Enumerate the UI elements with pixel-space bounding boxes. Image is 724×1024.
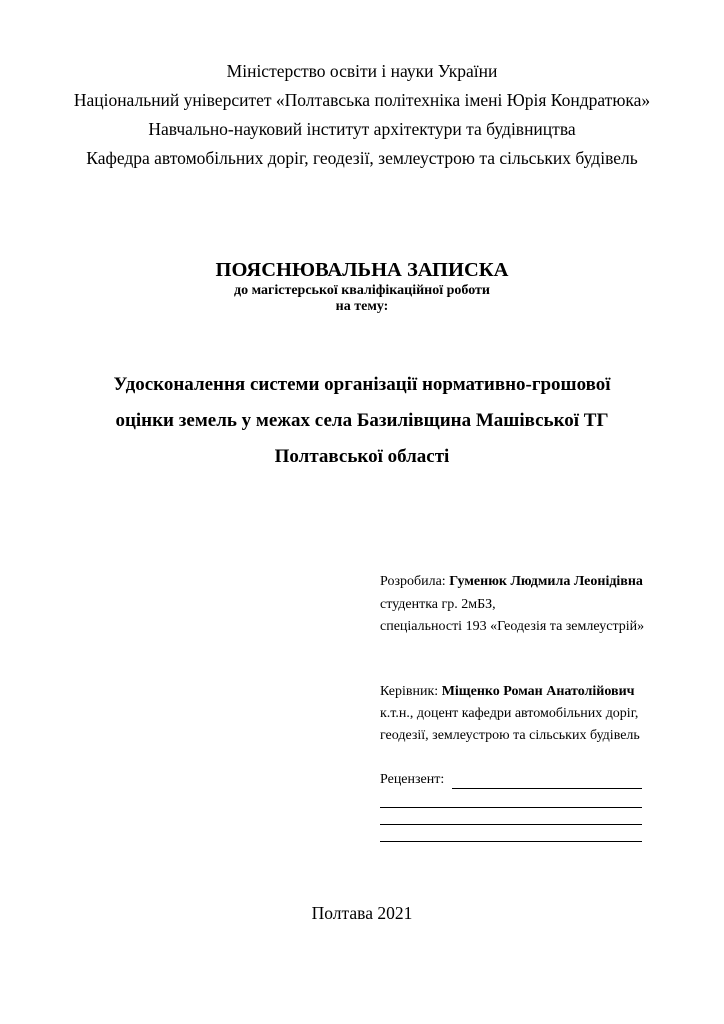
institute-line: Навчально-науковий інститут архітектури та будівництва	[148, 119, 576, 139]
document-title: ПОЯСНЮВАЛЬНА ЗАПИСКА	[215, 259, 509, 281]
topic-line-1: Удосконалення системи організації нормативно-грошової	[113, 374, 611, 395]
topic-line-3: Полтавської області	[274, 446, 450, 467]
reviewer-blank-line-2	[380, 824, 642, 825]
author-line	[380, 573, 643, 591]
supervisor-position-1: к.т.н., доцент кафедри автомобільних доріг,	[380, 706, 639, 721]
reviewer-label: Рецензент:	[380, 772, 445, 787]
author-group: студентка гр. 2мБЗ,	[380, 597, 496, 612]
author-name: Гуменюк Людмила Леонідівна	[449, 574, 643, 589]
city-year: Полтава 2021	[311, 903, 413, 923]
university-line: Національний університет «Полтавська політехніка імені Юрія Кондратюка»	[73, 90, 651, 110]
reviewer-blank-line-3	[380, 841, 642, 842]
supervisor-position-2: геодезії, землеустрою та сільських будівель	[380, 728, 640, 743]
document-subtitle: до магістерської кваліфікаційної роботи	[233, 283, 490, 298]
topic-label: на тему:	[335, 299, 389, 314]
reviewer-signature-line	[452, 788, 642, 789]
topic-line-2: оцінки земель у межах села Базилівщина Машівської ТГ	[115, 410, 609, 431]
supervisor-label: Керівник:	[380, 684, 439, 699]
ministry-line: Міністерство освіти і науки України	[226, 61, 498, 81]
author-specialty: спеціальності 193 «Геодезія та землеустрій»	[380, 619, 645, 634]
supervisor-name: Міщенко Роман Анатолійович	[441, 684, 635, 699]
reviewer-blank-line-1	[380, 807, 642, 808]
supervisor-line	[380, 683, 635, 701]
department-line: Кафедра автомобільних доріг, геодезії, землеустрою та сільських будівель	[86, 148, 638, 168]
author-label: Розробила:	[380, 574, 446, 589]
